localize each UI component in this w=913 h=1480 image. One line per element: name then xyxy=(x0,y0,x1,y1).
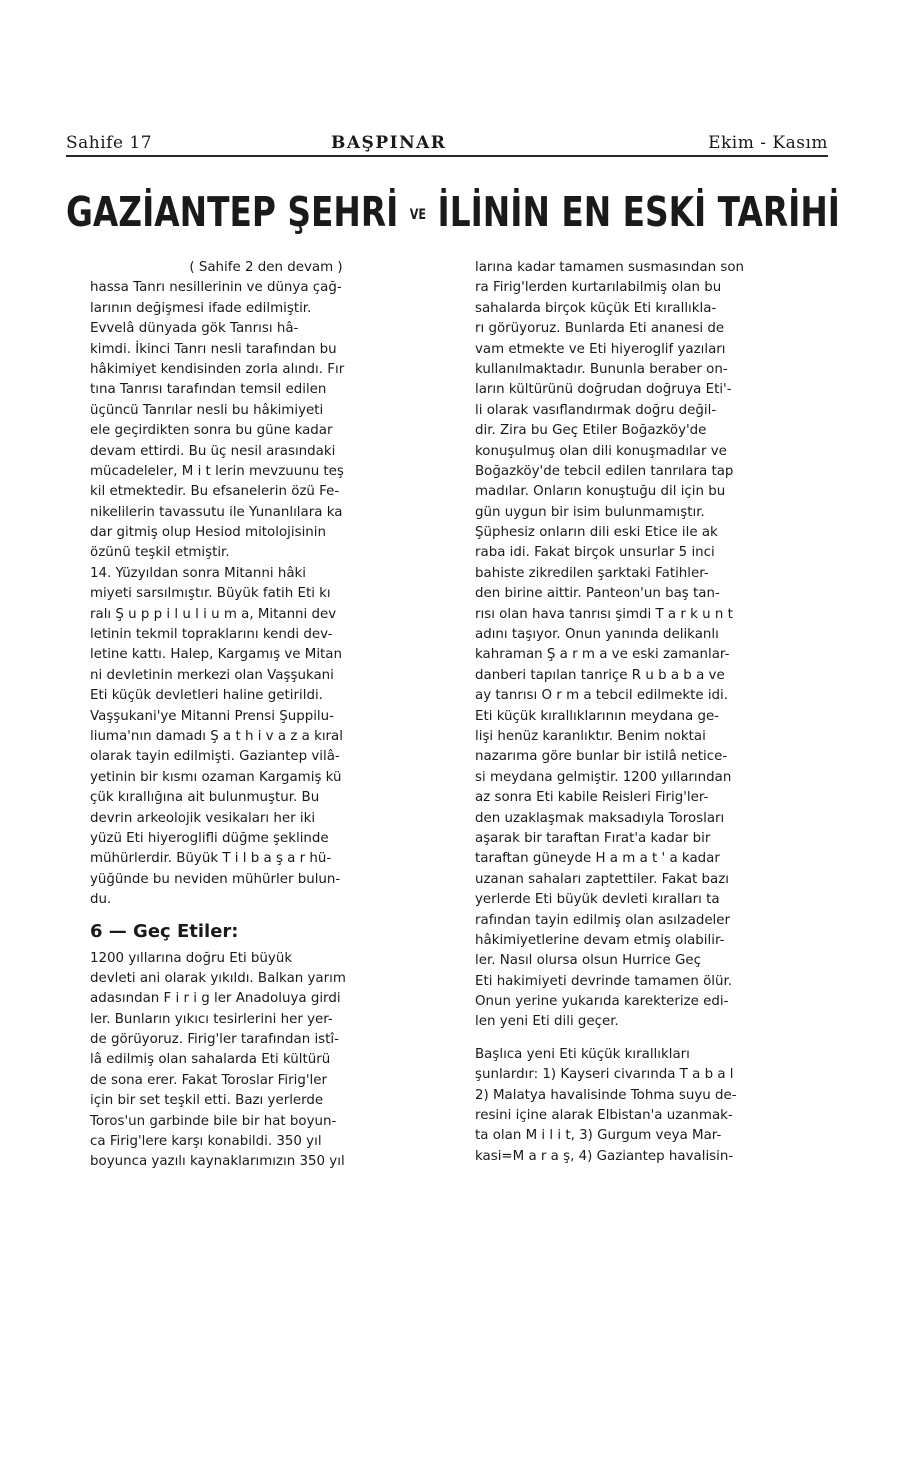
text-line: ca Firig'lere karşı konabildi. 350 yıl xyxy=(90,1134,322,1150)
article-title xyxy=(66,182,840,242)
text-line: hâkimiyetlerine devam etmiş olabilir- xyxy=(475,932,725,948)
text-line: vam etmekte ve Eti hiyeroglif yazıları xyxy=(475,341,726,357)
text-line: Başlıca yeni Eti küçük kırallıkları xyxy=(475,1046,690,1062)
text-line: larına kadar tamamen susmasından son xyxy=(475,260,745,275)
text-line: den uzaklaşmak maksadıyla Torosları xyxy=(475,810,725,826)
text-line: ralı Ş u p p i l u l i u m a, Mitanni dev xyxy=(90,606,337,622)
text-line: ni devletinin merkezi olan Vaşşukani xyxy=(90,667,334,683)
text-line: liuma'nın damadı Ş a t h i v a z a kıral xyxy=(90,728,343,744)
text-line: Şüphesiz onların dili eski Etice ile ak xyxy=(475,525,718,541)
text-line: nazarıma göre bunlar bir istilâ netice- xyxy=(475,749,728,765)
page-header xyxy=(66,133,828,155)
text-line: lişi henüz karanlıktır. Benim noktai xyxy=(475,728,706,744)
text-line: gün uygun bir isim bulunmamıştır. xyxy=(475,504,705,520)
text-line: devleti ani olarak yıkıldı. Balkan yarım xyxy=(90,970,346,986)
right-column-text-b xyxy=(475,1045,830,1167)
text-line: ta olan M i l i t, 3) Gurgum veya Mar- xyxy=(475,1128,722,1144)
text-line: resini içine alarak Elbistan'a uzanmak- xyxy=(475,1108,733,1124)
text-line: için bir set teşkil etti. Bazı yerlerde xyxy=(90,1093,324,1109)
text-line: tına Tanrısı tarafından temsil edilen xyxy=(90,382,327,398)
left-column xyxy=(90,258,442,1173)
text-line: şunlardır: 1) Kayseri civarında T a b a l xyxy=(475,1067,734,1083)
text-line: konuşulmuş olan dili konuşmadılar ve xyxy=(475,443,727,459)
text-line: adını taşıyor. Onun yanında delikanlı xyxy=(475,627,719,643)
text-line: ların kültürünü doğrudan doğruya Eti'- xyxy=(475,382,732,398)
text-line: li olarak vasıflandırmak doğru değil- xyxy=(475,402,717,418)
text-line: devam ettirdi. Bu üç nesil arasındaki xyxy=(90,443,336,459)
text-line: Eti küçük kırallıklarının meydana ge- xyxy=(475,708,720,724)
text-line: mücadeleler, M i t lerin mevzuunu teş xyxy=(90,463,344,479)
text-line: özünü teşkil etmiştir. xyxy=(90,545,230,561)
text-line: Eti küçük devletleri haline getirildi. xyxy=(90,688,323,704)
text-line: adasından F i r i g ler Anadoluya girdi xyxy=(90,991,341,1007)
text-line: Eti hakimiyeti devrinde tamamen ölür. xyxy=(475,973,733,989)
text-line: du. xyxy=(90,892,112,908)
text-line: nikelilerin tavassutu ile Yunanlılara ka xyxy=(90,504,343,520)
left-column-text-a xyxy=(90,258,442,911)
text-line: lâ edilmiş olan sahalarda Eti kültürü xyxy=(90,1052,331,1068)
text-line: kimdi. İkinci Tanrı nesli tarafından bu xyxy=(90,341,337,357)
title-conjunction: VE xyxy=(409,207,427,223)
text-line: kahraman Ş a r m a ve eski zamanlar- xyxy=(475,647,730,663)
issue-date: Ekim - Kasım xyxy=(708,133,828,153)
text-line: Boğazköy'de tebcil edilen tanrılara tap xyxy=(475,463,734,479)
text-line: çük kırallığına ait bulunmuştur. Bu xyxy=(90,790,320,806)
text-line: 1200 yıllarına doğru Eti büyük xyxy=(90,950,293,966)
text-line: bahiste zikredilen şarktaki Fatihler- xyxy=(475,565,709,581)
paragraph-gap xyxy=(475,1033,830,1045)
text-line: Evvelâ dünyada gök Tanrısı hâ- xyxy=(90,321,299,337)
text-line: hassa Tanrı nesillerinin ve dünya çağ- xyxy=(90,280,342,296)
text-line: yüğünde bu neviden mühürler bulun- xyxy=(90,871,341,887)
text-line: boyunca yazılı kaynaklarımızın 350 yıl xyxy=(90,1154,345,1170)
text-line: Onun yerine yukarıda karekterize edi- xyxy=(475,994,729,1010)
publication-name: BAŞPINAR xyxy=(331,133,447,153)
right-column-text-a xyxy=(475,258,830,1033)
text-line: ra Firig'lerden kurtarılabilmiş olan bu xyxy=(475,280,722,296)
text-line: dar gitmiş olup Hesiod mitolojisinin xyxy=(90,525,326,541)
text-line: ay tanrısı O r m a tebcil edilmekte idi. xyxy=(475,688,729,704)
text-line: ele geçirdikten sonra bu güne kadar xyxy=(90,423,333,439)
section-heading: 6 — Geç Etiler: xyxy=(90,920,239,942)
text-line: len yeni Eti dili geçer. xyxy=(475,1014,619,1030)
text-line: hâkimiyet kendisinden zorla alındı. Fır xyxy=(90,361,345,377)
text-line: aşarak bir taraftan Fırat'a kadar bir xyxy=(475,830,711,846)
text-line: rı görüyoruz. Bunlarda Eti ananesi de xyxy=(475,321,725,337)
text-line: ler. Bunların yıkıcı tesirlerini her yer- xyxy=(90,1011,333,1027)
text-line: letinin tekmil topraklarını kendi dev- xyxy=(90,627,333,643)
header-rule xyxy=(66,155,828,157)
text-line: ler. Nasıl olursa olsun Hurrice Geç xyxy=(475,953,701,969)
text-line: kullanılmaktadır. Bununla beraber on- xyxy=(475,361,728,377)
text-line: ( Sahife 2 den devam ) xyxy=(189,260,343,275)
text-line: kil etmektedir. Bu efsanelerin özü Fe- xyxy=(90,484,340,500)
text-line: madılar. Onların konuştuğu dil için bu xyxy=(475,484,726,500)
text-line: taraftan güneyde H a m a t ' a kadar xyxy=(475,851,720,867)
text-line: danberi tapılan tanriçe R u b a b a ve xyxy=(475,667,725,683)
title-part-1: GAZİANTEP ŞEHRİ xyxy=(66,188,399,236)
left-column-text-b xyxy=(90,949,442,1173)
text-line: yetinin bir kısmı ozaman Kargamiş kü xyxy=(90,769,342,785)
text-line: mühürlerdir. Büyük T i l b a ş a r hü- xyxy=(90,851,332,867)
text-line: letine kattı. Halep, Kargamış ve Mitan xyxy=(90,647,342,663)
text-line: uzanan sahaları zaptettiler. Fakat bazı xyxy=(475,871,729,887)
text-line: rafından tayin edilmiş olan asılzadeler xyxy=(475,912,731,928)
text-line: 2) Malatya havalisinde Tohma suyu de- xyxy=(475,1087,737,1103)
text-line: olarak tayin edilmişti. Gaziantep vilâ- xyxy=(90,749,340,765)
text-line: devrin arkeolojik vesikaları her iki xyxy=(90,810,316,826)
title-part-2: İLİNİN EN ESKİ TARİHİ xyxy=(437,188,840,236)
text-line: den birine aittir. Panteon'un baş tan- xyxy=(475,586,720,602)
text-line: rısı olan hava tanrısı şimdi T a r k u n t xyxy=(475,606,733,622)
text-line: Vaşşukani'ye Mitanni Prensi Şuppilu- xyxy=(90,708,334,724)
page-number: Sahife 17 xyxy=(66,133,153,153)
text-line: yüzü Eti hiyeroglifli düğme şeklinde xyxy=(90,830,329,846)
text-line: larının değişmesi ifade edilmiştir. xyxy=(90,300,312,316)
text-line: de sona erer. Fakat Toroslar Firig'ler xyxy=(90,1072,327,1088)
text-line: yerlerde Eti büyük devleti kıralları ta xyxy=(475,892,720,908)
text-line: Toros'un garbinde bile bir hat boyun- xyxy=(90,1113,337,1129)
text-line: miyeti sarsılmıştır. Büyük fatih Eti kı xyxy=(90,586,331,602)
text-line: si meydana gelmiştir. 1200 yıllarından xyxy=(475,769,732,785)
text-line: raba idi. Fakat birçok unsurlar 5 inci xyxy=(475,545,715,561)
text-line: kasi=M a r a ş, 4) Gaziantep havalisin- xyxy=(475,1148,734,1164)
text-line: üçüncü Tanrılar nesli bu hâkimiyeti xyxy=(90,402,324,418)
text-line: sahalarda birçok küçük Eti kırallıkla- xyxy=(475,300,717,316)
right-column xyxy=(475,258,830,1167)
text-line: dir. Zira bu Geç Etiler Boğazköy'de xyxy=(475,423,707,439)
text-line: de görüyoruz. Firig'ler tarafından istî- xyxy=(90,1032,339,1048)
text-line: 14. Yüzyıldan sonra Mitanni hâki xyxy=(90,565,306,581)
text-line: az sonra Eti kabile Reisleri Firig'ler- xyxy=(475,790,709,806)
